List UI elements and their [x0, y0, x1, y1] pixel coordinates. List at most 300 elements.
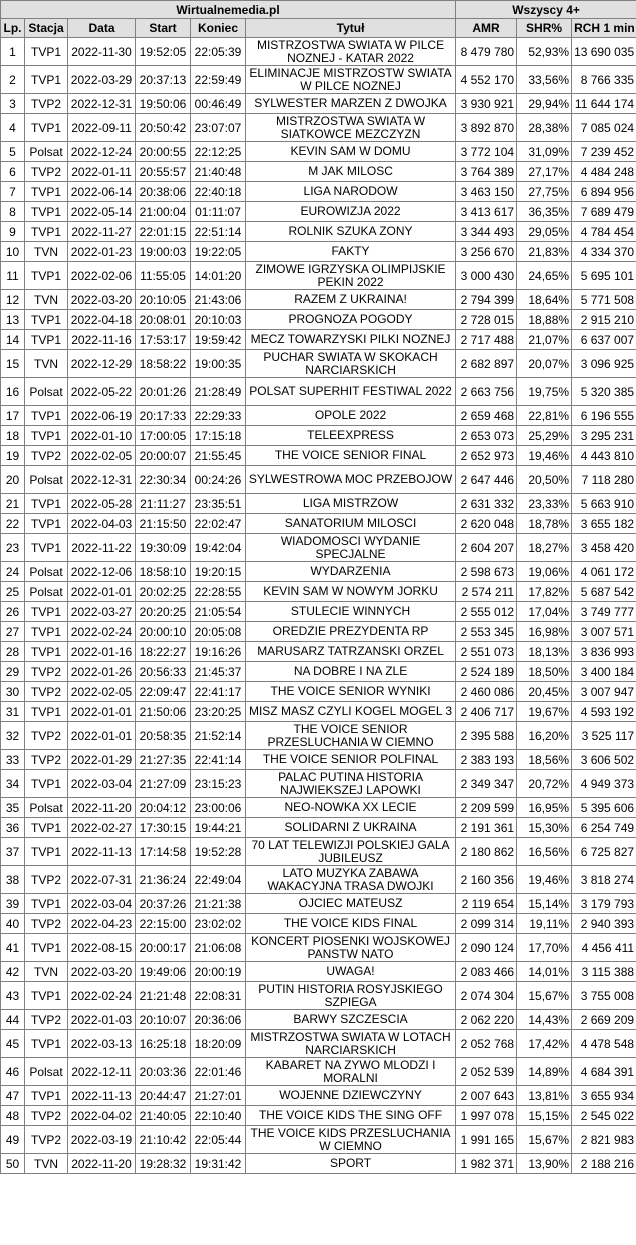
cell-koniec: 01:11:07: [191, 202, 246, 222]
cell-lp: 4: [1, 114, 25, 142]
cell-koniec: 22:49:04: [191, 866, 246, 894]
cell-rch: 7 118 280: [572, 466, 636, 494]
cell-koniec: 23:07:07: [191, 114, 246, 142]
cell-start: 16:25:18: [136, 1030, 191, 1058]
cell-amr: 2 524 189: [456, 662, 517, 682]
cell-shr: 18,27%: [517, 534, 572, 562]
cell-tytul: M JAK MILOSC: [246, 162, 456, 182]
cell-lp: 33: [1, 750, 25, 770]
cell-shr: 16,95%: [517, 798, 572, 818]
cell-tytul: THE VOICE KIDS THE SING OFF: [246, 1106, 456, 1126]
cell-tytul: LATO MUZYKA ZABAWA WAKACYJNA TRASA DWOJKI: [246, 866, 456, 894]
cell-rch: 2 940 393: [572, 914, 636, 934]
cell-start: 17:14:58: [136, 838, 191, 866]
cell-amr: 2 598 673: [456, 562, 517, 582]
cell-amr: 2 604 207: [456, 534, 517, 562]
cell-amr: 8 479 780: [456, 38, 517, 66]
cell-data: 2022-02-05: [68, 682, 136, 702]
cell-koniec: 18:20:09: [191, 1030, 246, 1058]
cell-stacja: TVP2: [25, 750, 68, 770]
cell-shr: 14,89%: [517, 1058, 572, 1086]
cell-stacja: TVP1: [25, 1030, 68, 1058]
cell-stacja: TVP1: [25, 602, 68, 622]
cell-stacja: TVP1: [25, 514, 68, 534]
cell-amr: 2 160 356: [456, 866, 517, 894]
cell-amr: 3 256 670: [456, 242, 517, 262]
cell-tytul: STULECIE WINNYCH: [246, 602, 456, 622]
cell-koniec: 22:05:39: [191, 38, 246, 66]
cell-data: 2022-12-06: [68, 562, 136, 582]
cell-start: 18:58:22: [136, 350, 191, 378]
cell-koniec: 21:43:06: [191, 290, 246, 310]
cell-tytul: WIADOMOSCI WYDANIE SPECJALNE: [246, 534, 456, 562]
cell-data: 2022-01-26: [68, 662, 136, 682]
cell-start: 20:00:07: [136, 446, 191, 466]
cell-lp: 42: [1, 962, 25, 982]
cell-amr: 2 647 446: [456, 466, 517, 494]
col-header-tytul: Tytuł: [246, 19, 456, 38]
cell-stacja: TVN: [25, 290, 68, 310]
cell-rch: 2 669 209: [572, 1010, 636, 1030]
table-row: [1, 894, 636, 914]
cell-rch: 4 443 810: [572, 446, 636, 466]
table-row: [1, 866, 636, 894]
cell-shr: 31,09%: [517, 142, 572, 162]
cell-start: 19:50:06: [136, 94, 191, 114]
cell-stacja: TVN: [25, 242, 68, 262]
cell-lp: 40: [1, 914, 25, 934]
cell-data: 2022-12-31: [68, 94, 136, 114]
table-row: [1, 1030, 636, 1058]
cell-data: 2022-07-31: [68, 866, 136, 894]
cell-data: 2022-03-29: [68, 66, 136, 94]
table-row: [1, 534, 636, 562]
cell-koniec: 21:52:14: [191, 722, 246, 750]
cell-rch: 5 320 385: [572, 378, 636, 406]
cell-koniec: 21:55:45: [191, 446, 246, 466]
cell-shr: 21,83%: [517, 242, 572, 262]
table-row: [1, 602, 636, 622]
cell-shr: 17,42%: [517, 1030, 572, 1058]
cell-lp: 28: [1, 642, 25, 662]
cell-stacja: Polsat: [25, 378, 68, 406]
cell-tytul: ROLNIK SZUKA ZONY: [246, 222, 456, 242]
col-header-data: Data: [68, 19, 136, 38]
cell-amr: 3 772 104: [456, 142, 517, 162]
cell-amr: 2 631 332: [456, 494, 517, 514]
cell-rch: 2 188 216: [572, 1154, 636, 1174]
cell-start: 22:15:00: [136, 914, 191, 934]
cell-amr: 3 000 430: [456, 262, 517, 290]
cell-tytul: SPORT: [246, 1154, 456, 1174]
cell-shr: 17,70%: [517, 934, 572, 962]
cell-rch: 3 655 934: [572, 1086, 636, 1106]
cell-rch: 2 545 022: [572, 1106, 636, 1126]
cell-rch: 3 749 777: [572, 602, 636, 622]
cell-rch: 3 606 502: [572, 750, 636, 770]
cell-start: 21:50:06: [136, 702, 191, 722]
cell-amr: 2 728 015: [456, 310, 517, 330]
cell-data: 2022-01-16: [68, 642, 136, 662]
cell-start: 21:21:48: [136, 982, 191, 1010]
cell-start: 20:38:06: [136, 182, 191, 202]
cell-data: 2022-11-16: [68, 330, 136, 350]
cell-data: 2022-02-27: [68, 818, 136, 838]
cell-tytul: EUROWIZJA 2022: [246, 202, 456, 222]
cell-lp: 17: [1, 406, 25, 426]
cell-data: 2022-03-13: [68, 1030, 136, 1058]
cell-rch: 4 684 391: [572, 1058, 636, 1086]
cell-koniec: 20:10:03: [191, 310, 246, 330]
cell-start: 19:00:03: [136, 242, 191, 262]
cell-koniec: 21:27:01: [191, 1086, 246, 1106]
cell-amr: 1 991 165: [456, 1126, 517, 1154]
cell-koniec: 22:41:17: [191, 682, 246, 702]
cell-koniec: 19:52:28: [191, 838, 246, 866]
table-row: [1, 1106, 636, 1126]
cell-stacja: TVN: [25, 1154, 68, 1174]
cell-rch: 6 196 555: [572, 406, 636, 426]
cell-koniec: 20:05:08: [191, 622, 246, 642]
table-row: [1, 722, 636, 750]
table-row: [1, 162, 636, 182]
table-row: [1, 290, 636, 310]
cell-rch: 5 771 508: [572, 290, 636, 310]
cell-shr: 13,90%: [517, 1154, 572, 1174]
cell-lp: 7: [1, 182, 25, 202]
cell-start: 20:44:47: [136, 1086, 191, 1106]
cell-shr: 14,01%: [517, 962, 572, 982]
cell-tytul: TELEEXPRESS: [246, 426, 456, 446]
cell-start: 20:17:33: [136, 406, 191, 426]
col-header-koniec: Koniec: [191, 19, 246, 38]
cell-lp: 31: [1, 702, 25, 722]
cell-start: 20:01:26: [136, 378, 191, 406]
cell-lp: 18: [1, 426, 25, 446]
cell-data: 2022-01-10: [68, 426, 136, 446]
cell-stacja: TVP1: [25, 534, 68, 562]
cell-start: 21:00:04: [136, 202, 191, 222]
cell-tytul: KABARET NA ZYWO MLODZI I MORALNI: [246, 1058, 456, 1086]
cell-shr: 13,81%: [517, 1086, 572, 1106]
cell-shr: 17,82%: [517, 582, 572, 602]
cell-amr: 2 659 468: [456, 406, 517, 426]
cell-koniec: 22:01:46: [191, 1058, 246, 1086]
cell-tytul: OREDZIE PREZYDENTA RP: [246, 622, 456, 642]
cell-lp: 2: [1, 66, 25, 94]
cell-lp: 43: [1, 982, 25, 1010]
cell-stacja: TVP2: [25, 682, 68, 702]
cell-stacja: Polsat: [25, 1058, 68, 1086]
cell-amr: 2 383 193: [456, 750, 517, 770]
cell-rch: 3 007 571: [572, 622, 636, 642]
cell-tytul: SYLWESTROWA MOC PRZEBOJOW: [246, 466, 456, 494]
cell-start: 21:10:42: [136, 1126, 191, 1154]
col-header-amr: AMR: [456, 19, 517, 38]
cell-stacja: TVP1: [25, 894, 68, 914]
cell-amr: 2 663 756: [456, 378, 517, 406]
cell-rch: 6 725 827: [572, 838, 636, 866]
cell-koniec: 19:00:35: [191, 350, 246, 378]
cell-shr: 18,78%: [517, 514, 572, 534]
cell-rch: 2 821 983: [572, 1126, 636, 1154]
cell-koniec: 00:24:26: [191, 466, 246, 494]
cell-rch: 4 784 454: [572, 222, 636, 242]
cell-koniec: 19:42:04: [191, 534, 246, 562]
cell-lp: 25: [1, 582, 25, 602]
cell-start: 20:00:55: [136, 142, 191, 162]
cell-shr: 15,67%: [517, 982, 572, 1010]
cell-stacja: TVP1: [25, 770, 68, 798]
cell-shr: 27,75%: [517, 182, 572, 202]
table-row: [1, 1010, 636, 1030]
cell-lp: 15: [1, 350, 25, 378]
cell-rch: 4 949 373: [572, 770, 636, 798]
table-row: [1, 66, 636, 94]
table-row: [1, 262, 636, 290]
table-row: [1, 934, 636, 962]
cell-data: 2022-04-18: [68, 310, 136, 330]
cell-data: 2022-02-24: [68, 982, 136, 1010]
cell-amr: 2 209 599: [456, 798, 517, 818]
cell-rch: 3 655 182: [572, 514, 636, 534]
cell-shr: 52,93%: [517, 38, 572, 66]
cell-start: 21:36:24: [136, 866, 191, 894]
cell-data: 2022-12-31: [68, 466, 136, 494]
cell-data: 2022-04-03: [68, 514, 136, 534]
cell-tytul: MISZ MASZ CZYLI KOGEL MOGEL 3: [246, 702, 456, 722]
table-row: [1, 494, 636, 514]
cell-tytul: ZIMOWE IGRZYSKA OLIMPIJSKIE PEKIN 2022: [246, 262, 456, 290]
cell-shr: 36,35%: [517, 202, 572, 222]
cell-tytul: THE VOICE KIDS PRZESLUCHANIA W CIEMNO: [246, 1126, 456, 1154]
cell-stacja: TVP1: [25, 330, 68, 350]
cell-data: 2022-09-11: [68, 114, 136, 142]
cell-lp: 3: [1, 94, 25, 114]
cell-tytul: PUTIN HISTORIA ROSYJSKIEGO SZPIEGA: [246, 982, 456, 1010]
cell-tytul: MISTRZOSTWA SWIATA W LOTACH NARCIARSKICH: [246, 1030, 456, 1058]
cell-stacja: TVP1: [25, 38, 68, 66]
cell-amr: 2 180 862: [456, 838, 517, 866]
cell-data: 2022-01-11: [68, 162, 136, 182]
cell-amr: 2 620 048: [456, 514, 517, 534]
cell-lp: 41: [1, 934, 25, 962]
cell-start: 20:00:17: [136, 934, 191, 962]
table-row: [1, 622, 636, 642]
cell-stacja: TVP2: [25, 866, 68, 894]
cell-lp: 24: [1, 562, 25, 582]
cell-start: 20:10:07: [136, 1010, 191, 1030]
cell-data: 2022-03-27: [68, 602, 136, 622]
cell-tytul: 70 LAT TELEWIZJI POLSKIEJ GALA JUBILEUSZ: [246, 838, 456, 866]
cell-koniec: 21:06:08: [191, 934, 246, 962]
cell-tytul: WYDARZENIA: [246, 562, 456, 582]
cell-stacja: TVP1: [25, 262, 68, 290]
cell-rch: 4 061 172: [572, 562, 636, 582]
cell-shr: 18,64%: [517, 290, 572, 310]
cell-shr: 15,67%: [517, 1126, 572, 1154]
cell-koniec: 22:40:18: [191, 182, 246, 202]
cell-rch: 6 254 749: [572, 818, 636, 838]
cell-stacja: TVP2: [25, 162, 68, 182]
cell-data: 2022-01-03: [68, 1010, 136, 1030]
cell-shr: 18,13%: [517, 642, 572, 662]
cell-koniec: 19:16:26: [191, 642, 246, 662]
cell-tytul: BARWY SZCZESCIA: [246, 1010, 456, 1030]
cell-lp: 48: [1, 1106, 25, 1126]
table-row: [1, 1086, 636, 1106]
cell-tytul: THE VOICE SENIOR POLFINAL: [246, 750, 456, 770]
table-row: [1, 662, 636, 682]
cell-start: 20:55:57: [136, 162, 191, 182]
cell-koniec: 19:59:42: [191, 330, 246, 350]
cell-shr: 20,07%: [517, 350, 572, 378]
cell-start: 19:30:09: [136, 534, 191, 562]
cell-start: 20:10:05: [136, 290, 191, 310]
cell-stacja: Polsat: [25, 142, 68, 162]
cell-rch: 7 239 452: [572, 142, 636, 162]
cell-amr: 2 395 588: [456, 722, 517, 750]
cell-tytul: OJCIEC MATEUSZ: [246, 894, 456, 914]
cell-shr: 21,07%: [517, 330, 572, 350]
cell-shr: 16,56%: [517, 838, 572, 866]
cell-koniec: 23:20:25: [191, 702, 246, 722]
cell-koniec: 20:00:19: [191, 962, 246, 982]
cell-shr: 18,88%: [517, 310, 572, 330]
cell-amr: 2 062 220: [456, 1010, 517, 1030]
cell-stacja: TVP1: [25, 310, 68, 330]
table-row: [1, 330, 636, 350]
cell-stacja: TVP2: [25, 662, 68, 682]
cell-start: 22:30:34: [136, 466, 191, 494]
cell-shr: 27,17%: [517, 162, 572, 182]
cell-shr: 15,30%: [517, 818, 572, 838]
cell-start: 18:58:10: [136, 562, 191, 582]
cell-amr: 2 574 211: [456, 582, 517, 602]
cell-data: 2022-01-01: [68, 722, 136, 750]
cell-data: 2022-01-23: [68, 242, 136, 262]
cell-shr: 19,46%: [517, 866, 572, 894]
cell-rch: 4 593 192: [572, 702, 636, 722]
cell-rch: 3 818 274: [572, 866, 636, 894]
cell-rch: 3 755 008: [572, 982, 636, 1010]
cell-start: 21:15:50: [136, 514, 191, 534]
cell-stacja: TVP1: [25, 642, 68, 662]
cell-lp: 8: [1, 202, 25, 222]
cell-rch: 3 525 117: [572, 722, 636, 750]
cell-stacja: TVP2: [25, 1106, 68, 1126]
cell-koniec: 21:28:49: [191, 378, 246, 406]
cell-lp: 10: [1, 242, 25, 262]
table-row: [1, 702, 636, 722]
cell-koniec: 23:35:51: [191, 494, 246, 514]
table-row: [1, 818, 636, 838]
cell-data: 2022-12-11: [68, 1058, 136, 1086]
table-row: [1, 242, 636, 262]
cell-lp: 47: [1, 1086, 25, 1106]
cell-tytul: THE VOICE SENIOR WYNIKI: [246, 682, 456, 702]
cell-lp: 39: [1, 894, 25, 914]
cell-rch: 2 915 210: [572, 310, 636, 330]
cell-rch: 4 456 411: [572, 934, 636, 962]
cell-rch: 6 637 007: [572, 330, 636, 350]
cell-shr: 19,46%: [517, 446, 572, 466]
cell-amr: 2 652 973: [456, 446, 517, 466]
cell-rch: 13 690 035: [572, 38, 636, 66]
cell-stacja: Polsat: [25, 582, 68, 602]
cell-data: 2022-02-06: [68, 262, 136, 290]
source-header: Wirtualnemedia.pl: [1, 1, 456, 19]
cell-amr: 2 119 654: [456, 894, 517, 914]
cell-amr: 2 460 086: [456, 682, 517, 702]
cell-lp: 45: [1, 1030, 25, 1058]
cell-rch: 3 096 925: [572, 350, 636, 378]
cell-amr: 2 099 314: [456, 914, 517, 934]
table-row: [1, 914, 636, 934]
cell-data: 2022-03-04: [68, 894, 136, 914]
table-row: [1, 1126, 636, 1154]
table-row: [1, 514, 636, 534]
cell-start: 11:55:05: [136, 262, 191, 290]
table-row: [1, 1154, 636, 1174]
cell-stacja: TVP2: [25, 94, 68, 114]
table-row: [1, 114, 636, 142]
cell-data: 2022-01-01: [68, 582, 136, 602]
cell-lp: 35: [1, 798, 25, 818]
cell-data: 2022-03-19: [68, 1126, 136, 1154]
table-row: [1, 94, 636, 114]
cell-koniec: 19:31:42: [191, 1154, 246, 1174]
cell-start: 20:00:10: [136, 622, 191, 642]
cell-shr: 15,14%: [517, 894, 572, 914]
cell-shr: 19,11%: [517, 914, 572, 934]
table-row: [1, 202, 636, 222]
cell-rch: 7 085 024: [572, 114, 636, 142]
cell-start: 20:56:33: [136, 662, 191, 682]
cell-koniec: 19:22:05: [191, 242, 246, 262]
cell-stacja: TVP1: [25, 222, 68, 242]
cell-rch: 3 400 184: [572, 662, 636, 682]
cell-data: 2022-03-20: [68, 290, 136, 310]
cell-stacja: TVN: [25, 350, 68, 378]
cell-stacja: Polsat: [25, 798, 68, 818]
cell-rch: 8 766 335: [572, 66, 636, 94]
cell-koniec: 21:40:48: [191, 162, 246, 182]
cell-tytul: KEVIN SAM W DOMU: [246, 142, 456, 162]
cell-lp: 6: [1, 162, 25, 182]
cell-koniec: 19:44:21: [191, 818, 246, 838]
cell-shr: 18,50%: [517, 662, 572, 682]
cell-koniec: 00:46:49: [191, 94, 246, 114]
cell-stacja: TVP1: [25, 934, 68, 962]
cell-start: 20:02:25: [136, 582, 191, 602]
cell-koniec: 17:15:18: [191, 426, 246, 446]
cell-rch: 7 689 479: [572, 202, 636, 222]
cell-stacja: TVP1: [25, 982, 68, 1010]
cell-shr: 14,43%: [517, 1010, 572, 1030]
cell-start: 17:53:17: [136, 330, 191, 350]
cell-shr: 29,94%: [517, 94, 572, 114]
cell-koniec: 22:29:33: [191, 406, 246, 426]
cell-start: 21:27:35: [136, 750, 191, 770]
cell-tytul: SYLWESTER MARZEN Z DWOJKA: [246, 94, 456, 114]
cell-start: 19:52:05: [136, 38, 191, 66]
cell-start: 20:37:13: [136, 66, 191, 94]
cell-start: 20:58:35: [136, 722, 191, 750]
cell-stacja: Polsat: [25, 466, 68, 494]
cell-koniec: 22:08:31: [191, 982, 246, 1010]
cell-lp: 16: [1, 378, 25, 406]
